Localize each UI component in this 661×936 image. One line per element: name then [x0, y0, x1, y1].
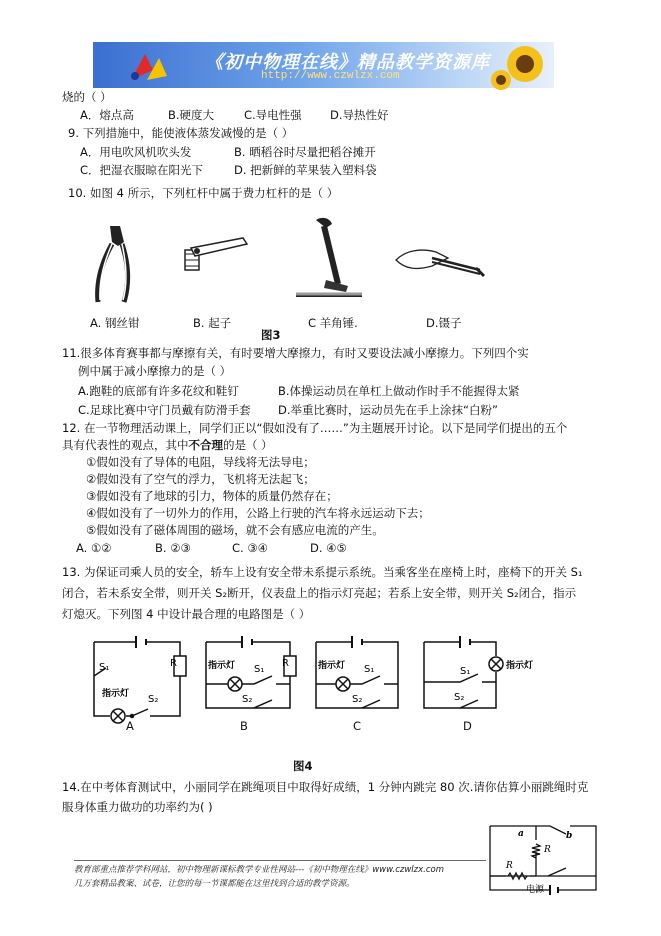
q11-option-b: B.体操运动员在单杠上做动作时手不能握得太紧: [278, 384, 520, 398]
corner-label-r1: R: [544, 845, 551, 855]
q9-stem: 9. 下列措施中，能使液体蒸发减慢的是（ ）: [68, 126, 294, 140]
q10-stem: 10. 如图 4 所示，下列杠杆中属于费力杠杆的是（ ）: [68, 186, 339, 200]
circuit-c-s1: S₁: [364, 664, 375, 675]
q14-stem-line1: 14.在中考体育测试中，小丽同学在跳绳项目中取得好成绩，1 分钟内跳完 80 次.请你估算小丽跳绳时克: [62, 780, 589, 794]
q12-emphasis: 不合理: [188, 438, 223, 452]
banner-url: http://www.czwlzx.com: [261, 70, 400, 82]
circuit-d-s1: S₁: [460, 666, 471, 677]
q9-option-b: B. 晒稻谷时尽量把稻谷摊开: [234, 145, 376, 159]
q13-stem-line3: 灯熄灭。下列图 4 中设计最合理的电路图是（ ）: [62, 607, 311, 621]
q11-option-c: C.足球比赛中守门员戴有防滑手套: [78, 403, 251, 417]
q11-stem-line1: 11.很多体育赛事都与摩擦有关，有时要增大摩擦力，有时又要设法减小摩擦力。下列四个实: [62, 346, 529, 360]
circuit-d-lamp-label: 指示灯: [506, 661, 534, 671]
q12-item-4: ④假如没有了一切外力的作用，公路上行驶的汽车将永远运动下去；: [86, 506, 430, 520]
q13-stem-line1: 13. 为保证司乘人员的安全，轿车上设有安全带未系提示系统。当乘客坐在座椅上时，座椅下的开关 S₁: [62, 565, 583, 579]
q12-stem-line2: 具有代表性的观点，其中不合理的是（ ）: [62, 438, 273, 452]
circuit-a-s2: S₂: [148, 694, 159, 705]
circuit-b: [202, 636, 300, 716]
pliers-drawing: [90, 222, 142, 306]
bottle-opener-drawing: [183, 236, 251, 278]
logo-icon: [123, 46, 183, 86]
q10-label-c: C 羊角锤.: [308, 316, 358, 330]
circuit-a-lamp-label: 指示灯: [102, 689, 130, 699]
claw-hammer-drawing: [296, 214, 362, 300]
corner-label-source: 电源: [526, 885, 545, 895]
q8-option-d: D.导热性好: [330, 108, 389, 122]
q11-option-a: A.跑鞋的底部有许多花纹和鞋钉: [78, 384, 239, 398]
q12-item-3: ③假如没有了地球的引力，物体的质量仍然存在；: [86, 489, 338, 503]
q13-figure-caption: 图4: [293, 759, 313, 773]
q11-option-d: D.举重比赛时，运动员先在手上涂抹“白粉”: [278, 403, 498, 417]
corner-label-a: a: [518, 829, 524, 839]
corner-label-b: b: [566, 831, 573, 841]
q8-option-b: B.硬度大: [168, 108, 215, 122]
circuit-b-s1: S₁: [254, 664, 265, 675]
q12-stem-line1: 12. 在一节物理活动课上，同学们正以“假如没有了……”为主题展开讨论。以下是同学们提出的五个: [62, 421, 568, 435]
q10-figure-caption: 图3: [261, 328, 281, 342]
corner-label-r2: R: [506, 861, 513, 871]
circuit-b-label: B: [240, 719, 248, 733]
q8-tail: 烧的（ ）: [62, 90, 112, 104]
corner-circuit: [486, 822, 604, 894]
q12-option-b: B. ②③: [155, 541, 191, 555]
footer-line-1: 教育部重点推荐学科网站，初中物理新课标教学专业性网站---《初中物理在线》www.czwlzx.com: [74, 865, 445, 875]
circuit-c-label: C: [353, 719, 362, 733]
circuit-c-lamp-label: 指示灯: [318, 661, 346, 671]
circuit-c: [312, 636, 404, 716]
circuit-d-s2: S₂: [454, 692, 465, 703]
q14-stem-line2: 服身体重力做功的功率约为( ): [62, 800, 213, 814]
q12-item-2: ②假如没有了空气的浮力，飞机将无法起飞；: [86, 472, 315, 486]
q12-option-c: C. ③④: [232, 541, 268, 555]
q9-option-c: C．把湿衣服晾在阳光下: [80, 163, 204, 177]
footer-rule: [74, 860, 486, 861]
q9-option-a: A．用电吹风机吹头发: [80, 145, 192, 159]
header-banner: [93, 42, 554, 88]
tweezers-drawing: [392, 240, 488, 282]
circuit-a-label: A: [126, 719, 134, 733]
circuit-a: [90, 636, 190, 728]
q10-label-a: A. 钢丝钳: [90, 316, 140, 330]
sunflower-icon: [493, 42, 554, 88]
circuit-a-s1: S₁: [99, 662, 110, 673]
q12-item-1: ①假如没有了导体的电阻，导线将无法导电；: [86, 455, 315, 469]
circuit-a-r: R: [170, 658, 177, 669]
circuit-d: [420, 636, 534, 716]
q12-option-d: D. ④⑤: [310, 541, 347, 555]
circuit-b-lamp-label: 指示灯: [208, 661, 236, 671]
footer-line-2: 几万套精品教案、试卷，让您的每一节课都能在这里找到合适的教学资源。: [74, 879, 355, 889]
q8-option-a: A．熔点高: [80, 108, 134, 122]
circuit-b-s2: S₂: [242, 694, 253, 705]
q12-item-5: ⑤假如没有了磁体周围的磁场，就不会有感应电流的产生。: [86, 523, 384, 537]
q8-option-c: C.导电性强: [244, 108, 302, 122]
q10-label-b: B. 起子: [193, 316, 232, 330]
banner-title: 《初中物理在线》精品教学资源库: [205, 52, 490, 73]
q10-label-d: D.镊子: [426, 316, 462, 330]
q13-stem-line2: 闭合，若未系安全带，则开关 S₂断开，仪表盘上的指示灯亮起；若系上安全带，则开关 S₂闭合，指示: [62, 586, 577, 600]
circuit-c-s2: S₂: [352, 694, 363, 705]
q11-stem-line2: 例中属于减小摩擦力的是（ ）: [78, 364, 232, 378]
q12-option-a: A. ①②: [76, 541, 112, 555]
circuit-d-label: D: [463, 719, 472, 733]
circuit-b-r: R: [282, 658, 289, 669]
q9-option-d: D. 把新鲜的苹果装入塑料袋: [234, 163, 377, 177]
